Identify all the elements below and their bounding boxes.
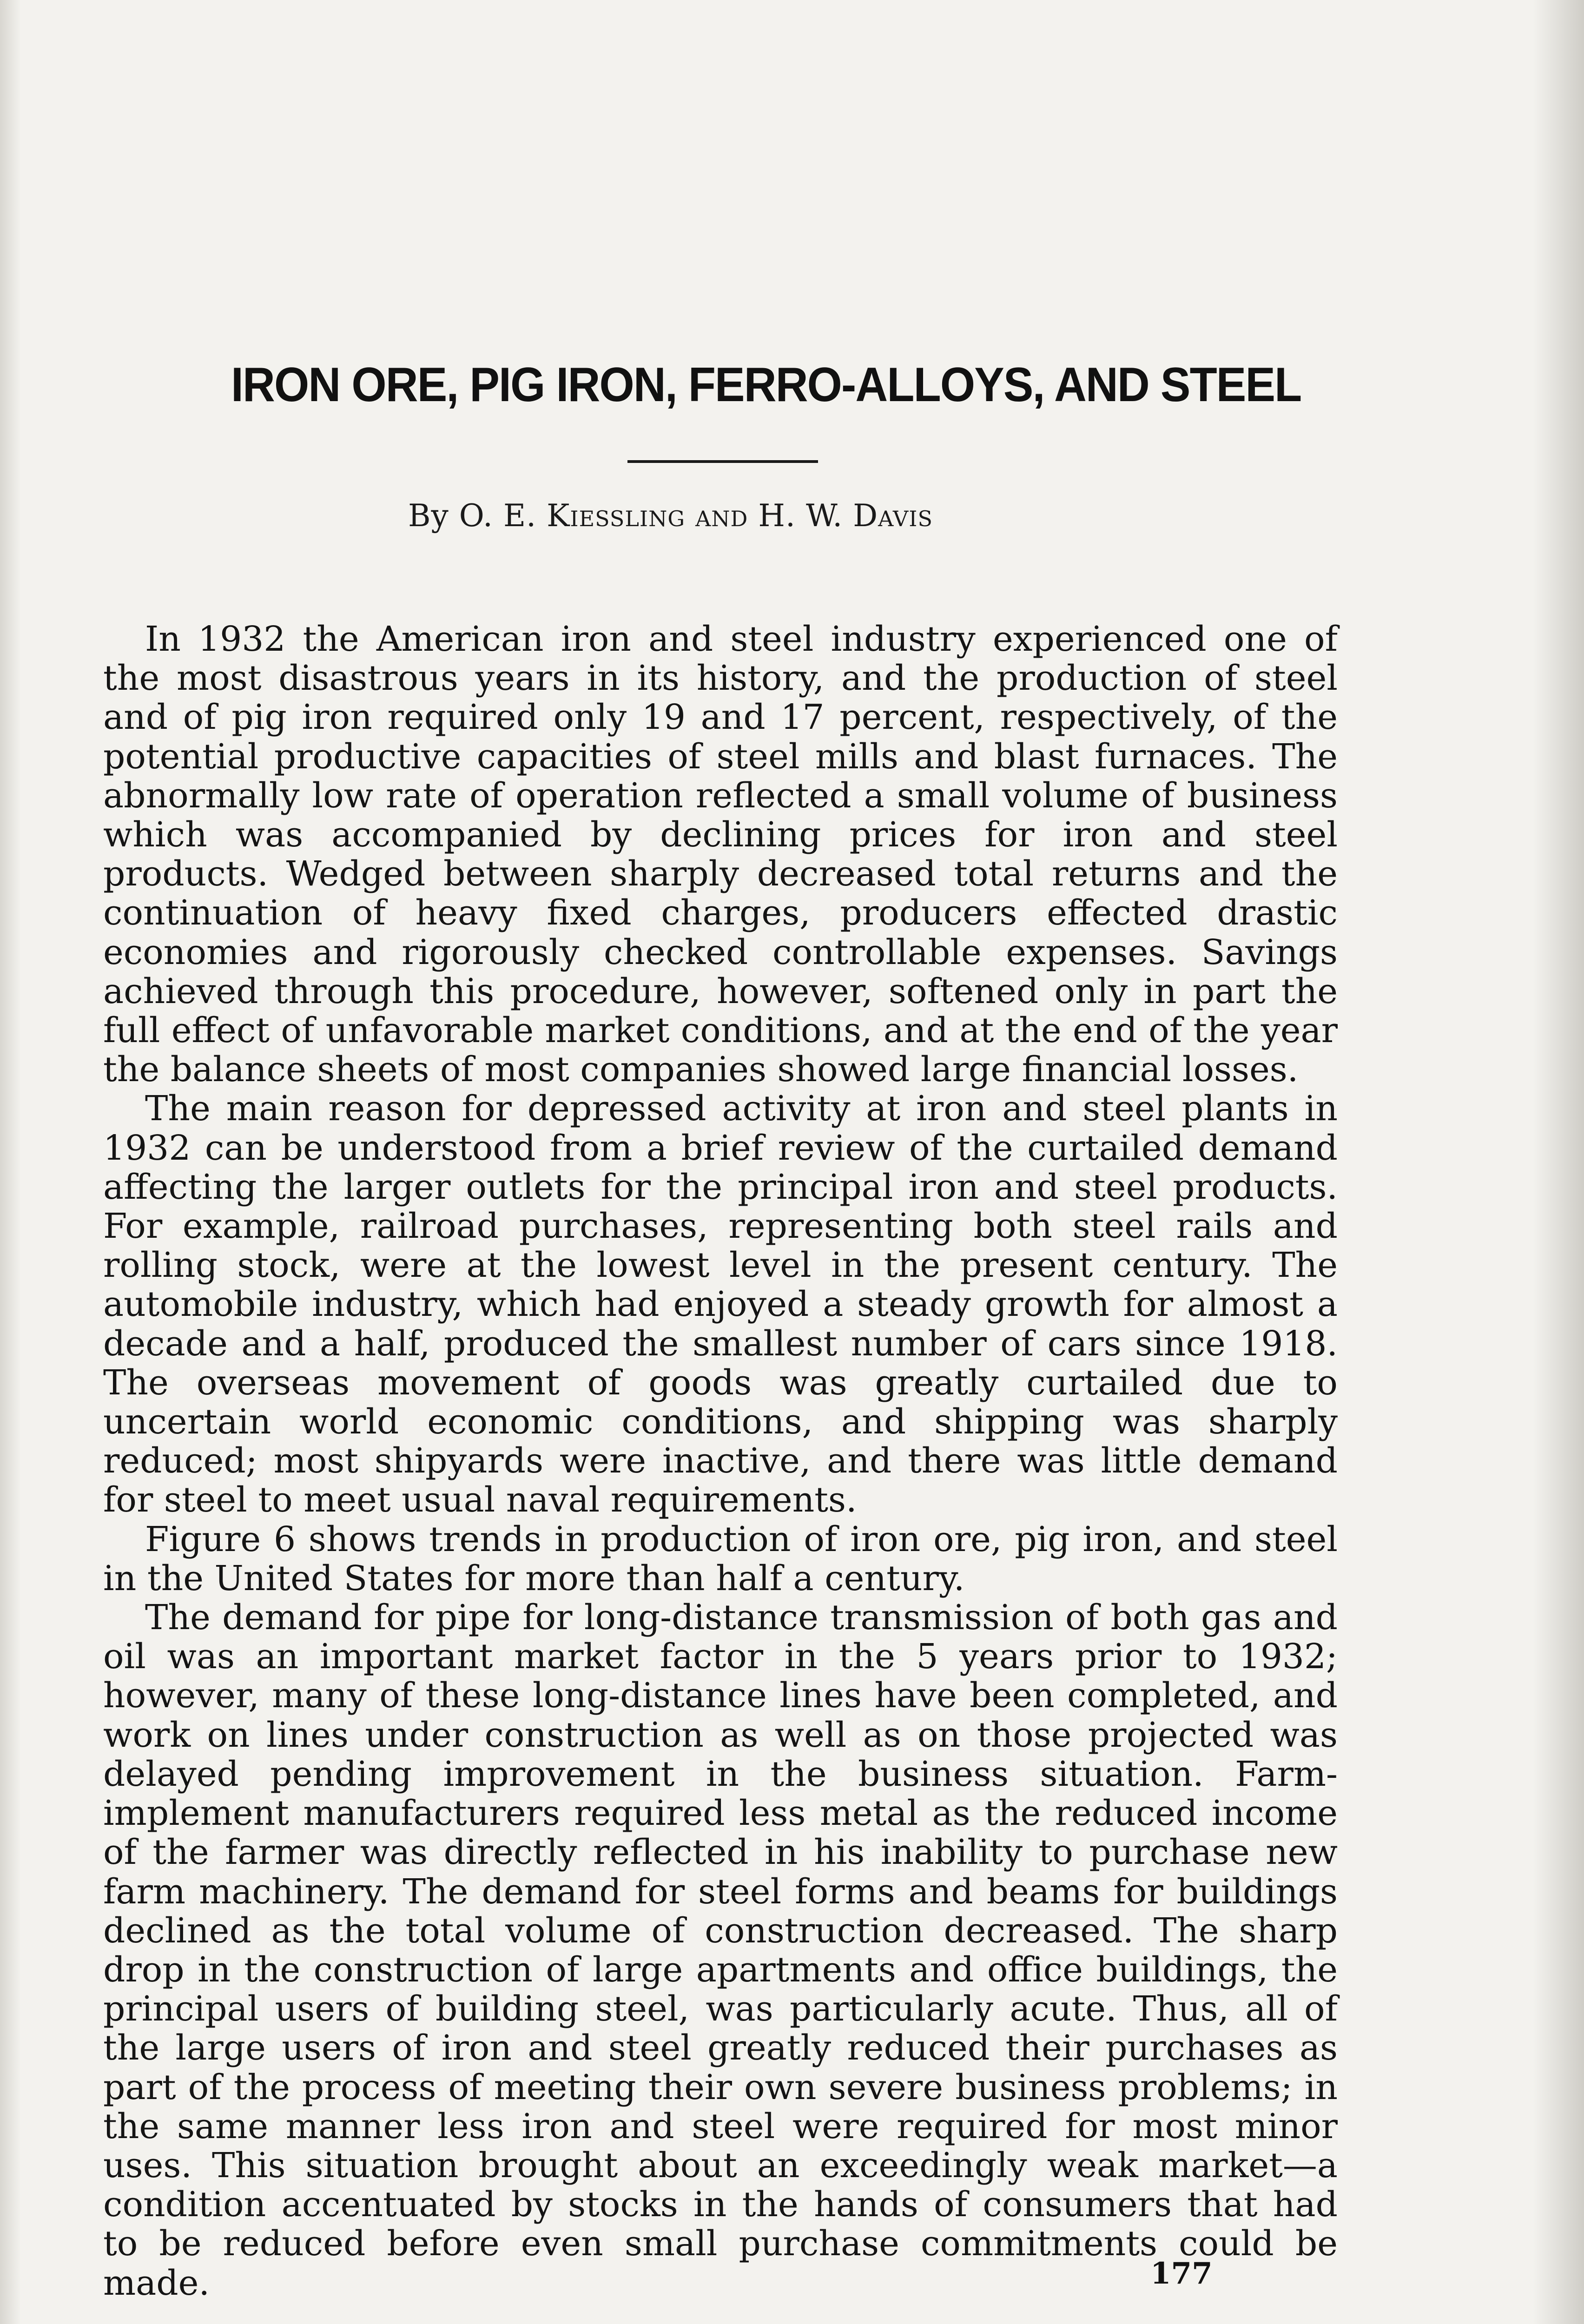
article-body: [103, 620, 1338, 2303]
byline-prefix: By O. E.: [408, 498, 547, 534]
author-one-name: Kiessling: [547, 498, 686, 534]
body-paragraph: The main reason for depressed activity at iron and steel plants in 1932 can be understood from a brief review of the curtailed demand affecting the larger outlets for the principal iron and steel products. For example, railroad purchases, representing both steel rails and rolling stock, were at the lowest level in the present century. The automobile industry, which had enjoyed a steady growth for almost a decade and a half, produced the smallest number of cars since 1918. The overseas movement of goods was greatly curtailed due to uncertain world economic conditions, and shipping was sharply reduced; most shipyards were inactive, and there was little demand for steel to meet usual naval requirements.: [103, 1089, 1338, 1520]
body-paragraph: In 1932 the American iron and steel industry experienced one of the most disastrous years in its history, and the production of steel and of pig iron required only 19 and 17 percent, respectively, of the potential productive capacities of steel mills and blast furnaces. The abnormally low rate of operation reflected a small volume of business which was accompanied by declining prices for iron and steel products. Wedged between sharply decreased total returns and the continuation of heavy fixed charges, producers effected drastic economies and rigorously checked controllable expenses. Savings achieved through this procedure, however, softened only in part the full effect of unfavorable market conditions, and at the end of the year the balance sheets of most companies showed large financial losses.: [103, 619, 1338, 1090]
title-divider: [627, 460, 818, 463]
chapter-title: IRON ORE, PIG IRON, FERRO-ALLOYS, AND STEEL: [231, 358, 1301, 412]
scan-edge-right: [1533, 0, 1584, 2324]
author-two-initials: H. W.: [758, 498, 853, 534]
body-paragraph: The demand for pipe for long-distance transmission of both gas and oil was an important market factor in the 5 years prior to 1932; however, many of these long-distance lines have been completed, and work on lines under construction as well as on those projected was delayed pending improvement in the business situation. Farm-implement manufacturers required less metal as the reduced income of the farmer was directly reflected in his inability to purchase new farm machinery. The demand for steel forms and beams for buildings declined as the total volume of construction decreased. The sharp drop in the construction of large apartments and office buildings, the principal users of building steel, was particularly acute. Thus, all of the large users of iron and steel greatly reduced their purchases as part of the process of meeting their own severe business problems; in the same manner less iron and steel were required for most minor uses. This situation brought about an exceedingly weak market—a condition accentuated by stocks in the hands of consumers that had to be reduced before even small purchase commitments could be made.: [103, 1598, 1338, 2303]
page-number: 177: [1150, 2256, 1213, 2291]
author-two-name: Davis: [853, 498, 933, 534]
author-byline: [408, 497, 1152, 535]
body-paragraph: Figure 6 shows trends in production of iron ore, pig iron, and steel in the United States for more than half a century.: [103, 1519, 1338, 1598]
byline-conjunction: and: [685, 498, 759, 534]
scan-edge-left: [0, 0, 21, 2324]
